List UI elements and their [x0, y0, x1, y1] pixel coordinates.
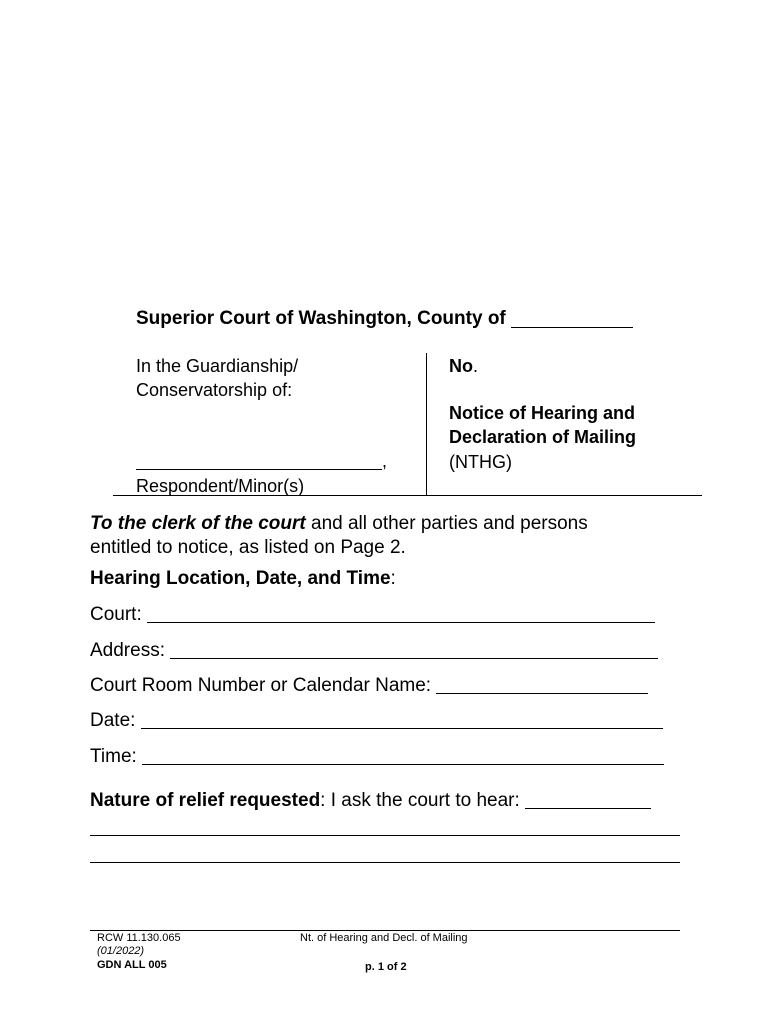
respondent-comma: , — [382, 451, 388, 471]
caption-left — [136, 354, 298, 402]
footer-statute: RCW 11.130.065 — [97, 932, 181, 944]
court-heading-text: Superior Court of Washington, County of — [136, 308, 506, 329]
caption-divider — [426, 353, 427, 496]
time-label: Time: — [90, 746, 137, 767]
date-row — [90, 709, 663, 733]
address-row — [90, 639, 658, 663]
case-number-field[interactable] — [483, 360, 683, 374]
time-row — [90, 745, 664, 769]
hearing-heading-colon: : — [390, 568, 396, 589]
intro-line2: entitled to notice, as listed on Page 2. — [90, 537, 406, 558]
intro-lead: To the clerk of the court — [90, 513, 306, 534]
relief-row — [90, 789, 651, 813]
respondent-label: Respondent/Minor(s) — [136, 476, 305, 496]
relief-field-1[interactable] — [525, 795, 651, 809]
caption-left-line2: Conservatorship of: — [136, 380, 293, 400]
case-number-line — [449, 354, 683, 378]
footer-form-id: GDN ALL 005 — [97, 959, 167, 971]
relief-field-2[interactable] — [90, 822, 680, 836]
hearing-heading-text: Hearing Location, Date, and Time — [90, 568, 391, 589]
footer-rule — [90, 930, 680, 931]
caption-left-line1: In the Guardianship/ — [136, 356, 299, 376]
form-title — [449, 401, 636, 449]
footer-short-title: Nt. of Hearing and Decl. of Mailing — [300, 932, 468, 944]
case-number-dot: . — [473, 356, 479, 376]
date-label: Date: — [90, 710, 136, 731]
intro-rest-line1: and all other parties and persons — [305, 513, 588, 534]
court-field[interactable] — [147, 609, 655, 623]
court-heading — [136, 307, 633, 331]
relief-heading: Nature of relief requested — [90, 790, 321, 811]
court-label: Court: — [90, 604, 142, 625]
time-field[interactable] — [142, 751, 664, 765]
form-title-line2: Declaration of Mailing — [449, 427, 637, 447]
footer-revision: (01/2022) — [97, 945, 145, 957]
case-number-label: No — [449, 356, 473, 376]
relief-rest: : I ask the court to hear: — [320, 790, 520, 811]
courtroom-row — [90, 674, 648, 698]
respondent-line — [136, 449, 387, 473]
court-row — [90, 603, 655, 627]
address-field[interactable] — [170, 645, 658, 659]
footer-page-number: p. 1 of 2 — [365, 961, 407, 973]
form-code: (NTHG) — [449, 452, 512, 472]
form-title-line1: Notice of Hearing and — [449, 403, 636, 423]
date-field[interactable] — [141, 715, 663, 729]
relief-field-3[interactable] — [90, 849, 680, 863]
courtroom-label: Court Room Number or Calendar Name: — [90, 675, 432, 696]
intro-paragraph — [90, 512, 588, 560]
county-field[interactable] — [511, 312, 633, 328]
address-label: Address: — [90, 640, 165, 661]
respondent-name-field[interactable] — [136, 456, 382, 470]
courtroom-field[interactable] — [436, 680, 648, 694]
hearing-heading — [90, 567, 396, 591]
